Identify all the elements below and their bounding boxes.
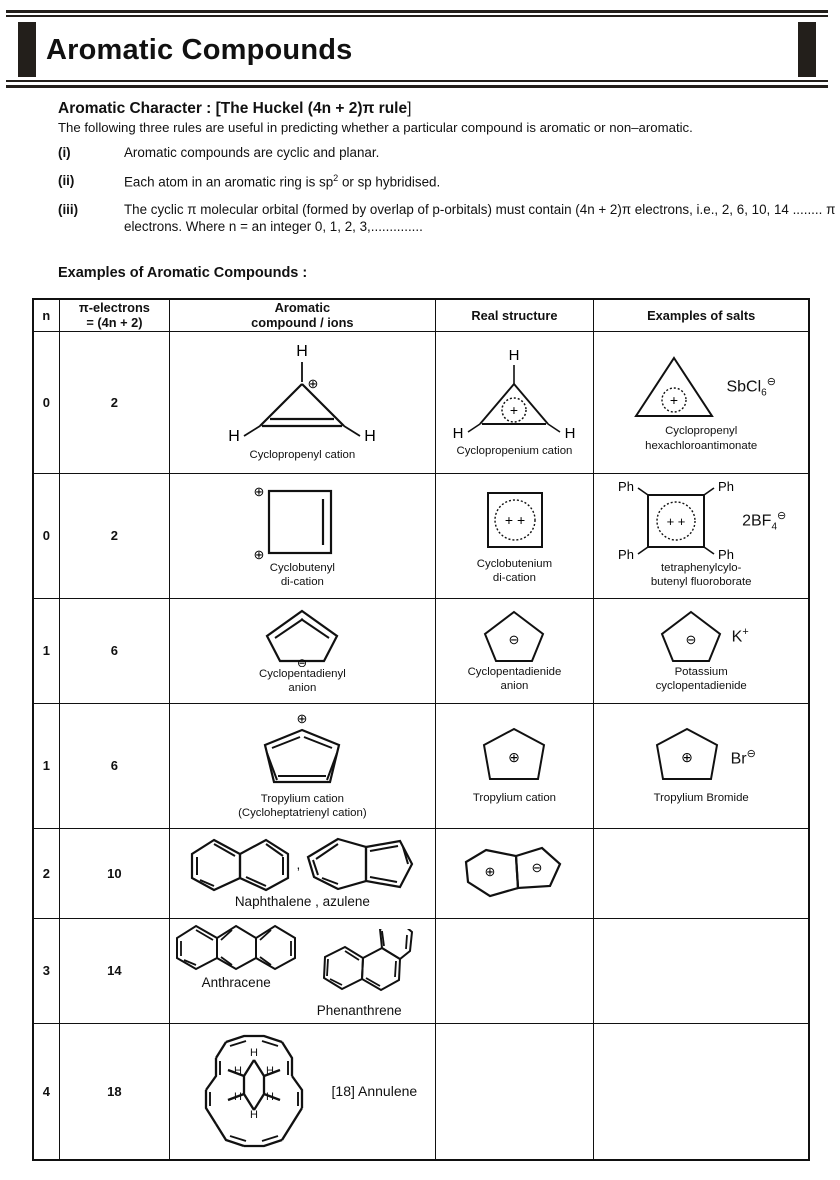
caption-naphthalene-azulene: Naphthalene , azulene [234, 894, 370, 910]
structure-cyclopropenium-cation [440, 344, 590, 444]
charge-plus-top: ⊕ [253, 483, 265, 499]
column-header-n: n [33, 299, 59, 331]
label-ph-bottomright: Ph [718, 546, 735, 561]
formula-main: Br [730, 750, 747, 768]
cell-real-row1 [435, 331, 594, 473]
azulene-svg [304, 835, 416, 893]
caption-salt-row1-line1: Cyclopropenyl [665, 425, 738, 438]
cell-pi-row7: 18 [59, 1023, 170, 1160]
table-row [33, 473, 809, 598]
table-row [33, 828, 809, 918]
cell-salt-row7 [594, 1023, 809, 1160]
structure-cyclopentadienide-anion [440, 607, 590, 665]
rule-text-iii: The cyclic π molecular orbital (formed by overlap of p-orbitals) must contain (4n + 2)π electrons, i.e., 2, 6, 10, 14 ........ π electrons. Where n = an integer 0, 1, 2, 3,.............. [124, 201, 836, 234]
column-header-aromatic-line2: compound / ions [251, 315, 354, 331]
cell-aromatic-row6 [170, 918, 435, 1023]
charge-double-plus: + + [666, 513, 686, 529]
cell-pi-row1: 2 [59, 331, 170, 473]
label-h-inner-bottom: H [249, 1108, 258, 1121]
cell-aromatic-row4 [170, 703, 435, 828]
charge-plus: + [510, 402, 519, 419]
structure-azulene-real [440, 844, 590, 902]
cell-salt-row5 [594, 828, 809, 918]
charge-plus-circle: ⊕ [296, 710, 308, 726]
structure-tropylium-cation [174, 710, 430, 792]
rule-number-ii: (ii) [58, 172, 75, 188]
cell-n-row7: 4 [33, 1023, 59, 1160]
rule-item-i [58, 145, 838, 162]
cyclobutenium-dication-svg [462, 485, 566, 557]
formula-potassium [732, 626, 749, 646]
cell-real-row5 [435, 828, 594, 918]
cell-pi-row5: 10 [59, 828, 170, 918]
caption-salt-row1-line2: hexachloroantimonate [645, 439, 758, 452]
charge-plus-circle: ⊕ [680, 748, 693, 765]
caption-cyclopentadienide-line2: anion [500, 680, 529, 693]
cell-n-row1: 0 [33, 331, 59, 473]
formula-subscript: 4 [771, 521, 778, 533]
charge-minus-circle: ⊖ [532, 859, 543, 875]
naphthalene-svg [188, 836, 292, 892]
caption-salt-row2-line2: butenyl fluoroborate [650, 576, 752, 589]
table-row [33, 331, 809, 473]
formula-hexachloroantimonate [726, 375, 775, 399]
table-row [33, 918, 809, 1023]
caption-tropylium-bromide: Tropylium Bromide [653, 791, 749, 804]
caption-salt-row3-line1: Potassium [674, 665, 728, 678]
tropylium-cation-svg [242, 710, 362, 792]
table-row [33, 1023, 809, 1160]
charge-plus-bottom: ⊕ [253, 546, 265, 561]
charge-minus-circle: ⊖ [509, 631, 520, 647]
label-ph-topright: Ph [718, 480, 735, 494]
aromatic-compounds-table [32, 298, 810, 1161]
charge-minus-circle: ⊖ [297, 655, 308, 667]
label-h-inner-lowerright: H [265, 1090, 274, 1103]
structure-tropylium-bromide [598, 725, 804, 791]
formula-fluoroborate [742, 509, 786, 533]
banner-tab-right [798, 22, 816, 77]
table-row [33, 703, 809, 828]
cell-pi-row4: 6 [59, 703, 170, 828]
caption-cyclobutenium-line1: Cyclobutenium [476, 557, 553, 570]
formula-charge: ⊖ [777, 509, 787, 522]
caption-salt-row3-line2: cyclopentadienide [655, 680, 747, 693]
column-header-aromatic-line1: Aromatic [274, 300, 331, 315]
formula-charge: ⊖ [746, 748, 756, 761]
charge-minus-circle: ⊖ [685, 631, 697, 647]
caption-salt-row2-line1: tetraphenylcylo- [660, 561, 742, 574]
structure-phenanthrene [304, 929, 414, 1019]
label-h-inner-top: H [249, 1046, 258, 1059]
charge-plus-circle: ⊕ [508, 748, 521, 765]
cell-salt-row3 [594, 598, 809, 703]
label-ph-bottomleft: Ph [618, 546, 635, 561]
section-subheading [58, 100, 838, 118]
charge-plus-circle: ⊕ [307, 376, 319, 392]
label-h-left: H [228, 428, 241, 446]
banner-rule-top-inner [6, 15, 828, 17]
separator-comma: , [296, 856, 301, 872]
caption-anthracene: Anthracene [201, 974, 271, 990]
column-header-pi-line1: π-electrons [78, 300, 150, 315]
column-header-aromatic-compound [170, 299, 435, 331]
examples-heading: Examples of Aromatic Compounds : [58, 265, 308, 281]
formula-charge: ⊖ [766, 376, 776, 389]
page-title: Aromatic Compounds [46, 33, 353, 66]
tropylium-real-svg [474, 725, 554, 791]
cell-n-row5: 2 [33, 828, 59, 918]
caption-cyclopentadienide-line1: Cyclopentadienide [467, 665, 562, 678]
label-h-right: H [565, 425, 576, 443]
formula-prefix: 2BF [742, 512, 772, 530]
structure-cyclopentadienyl-anion [174, 605, 430, 667]
structure-potassium-cyclopentadienide [598, 607, 804, 665]
intro-lead-text: The following three rules are useful in predicting whether a particular compound is aromatic or non–aromatic. [58, 120, 693, 135]
caption-cyclobutenium-line2: di-cation [492, 572, 536, 585]
caption-18-annulene: [18] Annulene [331, 1082, 418, 1099]
section-subheading-bracket: ] [407, 100, 412, 117]
rule-text-ii [124, 173, 838, 191]
structure-tropylium-real [440, 725, 590, 791]
rule-number-iii: (iii) [58, 201, 79, 217]
column-header-pi-electrons [59, 299, 170, 331]
phenanthrene-svg [304, 929, 414, 1001]
cell-pi-row3: 6 [59, 598, 170, 703]
cell-n-row4: 1 [33, 703, 59, 828]
structure-tetraphenylcyclobutenyl-fluoroborate [598, 481, 804, 561]
cell-aromatic-row5 [170, 828, 435, 918]
cell-pi-row6: 14 [59, 918, 170, 1023]
banner-tab-left [18, 22, 36, 77]
banner-rule-top-outer [6, 10, 828, 13]
caption-cyclopentadienyl-line1: Cyclopentadienyl [258, 667, 346, 680]
caption-cyclopropenyl-cation: Cyclopropenyl cation [249, 449, 356, 462]
banner-rule-bottom-outer [6, 85, 828, 88]
cell-real-row7 [435, 1023, 594, 1160]
table-header-row [33, 299, 809, 331]
formula-main: SbCl [726, 378, 762, 396]
rule-text-ii-a: Each atom in an aromatic ring is sp [124, 174, 334, 190]
label-h-left: H [453, 425, 464, 443]
cell-salt-row4 [594, 703, 809, 828]
column-header-examples-of-salts: Examples of salts [594, 299, 809, 331]
caption-tropylium-line2: (Cycloheptatrienyl cation) [238, 807, 367, 820]
cyclopropenyl-cation-svg [212, 340, 392, 448]
cell-n-row2: 0 [33, 473, 59, 598]
caption-cyclopentadienyl-line2: anion [288, 682, 317, 695]
caption-phenanthrene: Phenanthrene [316, 1002, 402, 1018]
cyclobutenyl-dication-svg [237, 481, 367, 561]
page-header-banner [6, 10, 828, 88]
caption-tropylium-real: Tropylium cation [472, 791, 557, 804]
cell-aromatic-row3 [170, 598, 435, 703]
cell-real-row2 [435, 473, 594, 598]
cyclopropenyl-triangle-svg [626, 350, 722, 424]
annulene-svg [188, 1030, 320, 1152]
cell-aromatic-row1 [170, 331, 435, 473]
cell-n-row3: 1 [33, 598, 59, 703]
intro-block [58, 100, 838, 246]
cell-salt-row6 [594, 918, 809, 1023]
rule-item-ii [58, 173, 838, 191]
structure-anthracene [174, 923, 298, 991]
charge-double-plus: + + [505, 511, 526, 528]
cell-real-row3 [435, 598, 594, 703]
formula-bromide [731, 747, 756, 768]
formula-main: K [731, 627, 743, 645]
column-header-pi-line2: = (4n + 2) [86, 315, 143, 331]
cell-real-row4 [435, 703, 594, 828]
caption-cyclobutenyl-line2: di-cation [280, 576, 324, 589]
rule-text-i: Aromatic compounds are cyclic and planar. [124, 145, 380, 160]
caption-cyclobutenyl-line1: Cyclobutenyl [269, 561, 335, 574]
tetraphenylcyclobutenyl-svg [616, 481, 738, 561]
structure-naphthalene-azulene [174, 835, 430, 893]
structure-18-annulene [174, 1030, 430, 1152]
label-h-top: H [509, 347, 520, 365]
cyclopentadienide-anion-svg [477, 607, 551, 665]
label-h-inner-upperright: H [265, 1064, 274, 1077]
caption-cyclopropenium-cation: Cyclopropenium cation [456, 445, 573, 458]
label-h-top: H [296, 343, 309, 361]
cyclopentadienide-ring-svg [654, 607, 728, 665]
label-h-right: H [364, 428, 377, 446]
structure-cyclopropenyl-cation [174, 340, 430, 448]
charge-plus-circle: ⊕ [485, 863, 496, 879]
table-row [33, 598, 809, 703]
rule-text-ii-superscript: 2 [333, 172, 339, 183]
label-h-inner-lowerleft: H [233, 1090, 242, 1103]
cyclopropenium-cation-svg [444, 344, 584, 444]
rule-number-i: (i) [58, 145, 71, 160]
cell-real-row6 [435, 918, 594, 1023]
column-header-real-structure: Real structure [435, 299, 594, 331]
cell-n-row6: 3 [33, 918, 59, 1023]
formula-subscript: 6 [761, 387, 767, 399]
label-h-inner-upperleft: H [233, 1064, 242, 1077]
structure-cyclopropenyl-hexachloroantimonate [598, 350, 804, 424]
cyclopentadienyl-anion-svg [247, 605, 357, 667]
banner-rule-bottom-inner [6, 80, 828, 82]
cell-salt-row1 [594, 331, 809, 473]
azulene-real-svg [460, 844, 568, 902]
label-ph-topleft: Ph [618, 480, 635, 494]
rule-text-ii-b: or sp hybridised. [338, 174, 441, 190]
formula-charge: + [742, 625, 749, 638]
cell-salt-row2 [594, 473, 809, 598]
caption-tropylium-line1: Tropylium cation [260, 792, 344, 805]
charge-plus: + [670, 392, 679, 409]
anthracene-svg [174, 923, 298, 971]
cell-pi-row2: 2 [59, 473, 170, 598]
rule-item-iii [58, 202, 838, 236]
cell-aromatic-row7 [170, 1023, 435, 1160]
structure-cyclobutenium-dication [440, 485, 590, 557]
section-subheading-bold: Aromatic Character : [The Huckel (4n + 2)π rule [58, 100, 408, 117]
structure-cyclobutenyl-dication [174, 481, 430, 561]
tropylium-bromide-ring-svg [647, 725, 727, 791]
cell-aromatic-row2 [170, 473, 435, 598]
